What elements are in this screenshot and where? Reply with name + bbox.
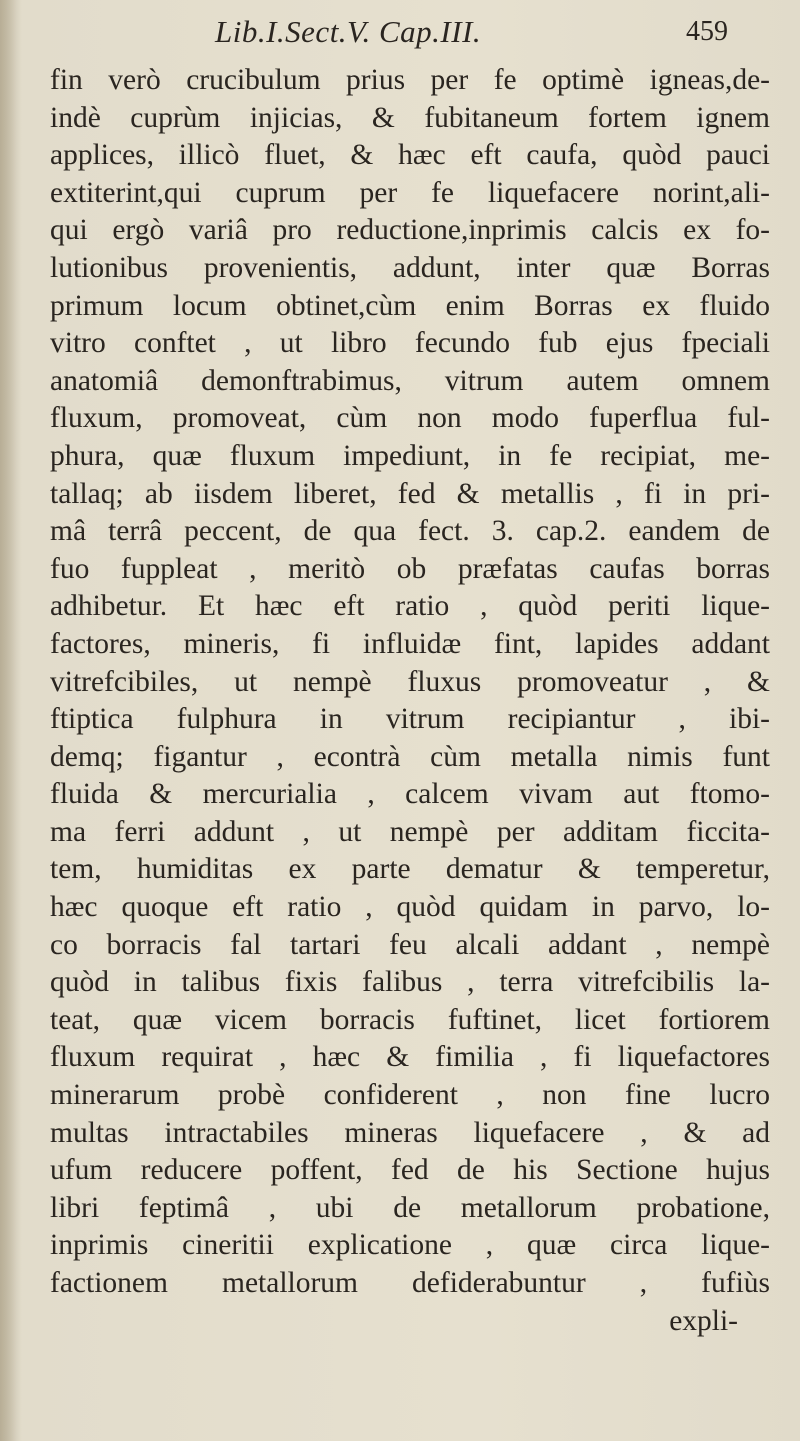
text-line: phura, quæ fluxum impediunt, in fe recipiat, me- — [50, 439, 770, 472]
text-line: fluida & mercurialia , calcem vivam aut ftomo- — [50, 778, 770, 811]
catchword: expli- — [669, 1304, 738, 1337]
text-line: ftiptica fulphura in vitrum recipiantur , ibi- — [50, 703, 770, 736]
text-line: indè cuprùm injicias, & fubitaneum fortem ignem — [50, 101, 770, 134]
text-line: demq; figantur , econtrà cùm metalla nimis funt — [50, 740, 770, 773]
running-head: Lib.I.Sect.V. Cap.III. — [215, 14, 482, 49]
text-line: factores, mineris, fi influidæ fint, lapides addant — [50, 627, 770, 660]
text-line: mâ terrâ peccent, de qua fect. 3. cap.2. eandem de — [50, 515, 770, 548]
text-line: ma ferri addunt , ut nempè per additam ficcita- — [50, 815, 770, 848]
text-line: fluxum, promoveat, cùm non modo fuperflua ful- — [50, 402, 770, 435]
text-line: hæc quoque eft ratio , quòd quidam in parvo, lo- — [50, 891, 770, 924]
text-line: vitrefcibiles, ut nempè fluxus promoveatur , & — [50, 665, 770, 698]
text-line: extiterint,qui cuprum per fe liquefacere norint,ali- — [50, 176, 770, 209]
text-line: inprimis cineritii explicatione , quæ circa lique- — [50, 1229, 770, 1262]
body-text — [50, 62, 770, 1340]
text-line: fuo fuppleat , meritò ob præfatas caufas borras — [50, 552, 770, 585]
text-line: applices, illicò fluet, & hæc eft caufa, quòd pauci — [50, 139, 770, 172]
text-line: multas intractabiles mineras liquefacere , & ad — [50, 1116, 770, 1149]
text-line: ufum reducere poffent, fed de his Sectione hujus — [50, 1154, 770, 1187]
text-line: primum locum obtinet,cùm enim Borras ex fluido — [50, 289, 770, 322]
text-line: adhibetur. Et hæc eft ratio , quòd periti lique- — [50, 590, 770, 623]
text-line: lutionibus provenientis, addunt, inter quæ Borras — [50, 251, 770, 284]
text-line: tallaq; ab iisdem liberet, fed & metallis , fi in pri- — [50, 477, 770, 510]
text-line: fluxum requirat , hæc & fimilia , fi liquefactores — [50, 1041, 770, 1074]
text-line: qui ergò variâ pro reductione,inprimis calcis ex fo- — [50, 214, 770, 247]
text-line: quòd in talibus fixis falibus , terra vitrefcibilis la- — [50, 966, 770, 999]
text-line: libri feptimâ , ubi de metallorum probatione, — [50, 1191, 770, 1224]
text-line: anatomiâ demonftrabimus, vitrum autem omnem — [50, 364, 770, 397]
text-line: factionem metallorum defiderabuntur , fufiùs — [50, 1267, 770, 1299]
gutter-shadow — [0, 0, 22, 1441]
text-line: teat, quæ vicem borracis fuftinet, licet fortiorem — [50, 1003, 770, 1036]
text-line: tem, humiditas ex parte dematur & temperetur, — [50, 853, 770, 886]
text-line: co borracis fal tartari feu alcali addant , nempè — [50, 928, 770, 961]
text-line: fin verò crucibulum prius per fe optimè igneas,de- — [50, 64, 770, 96]
text-line: vitro conftet , ut libro fecundo fub ejus fpeciali — [50, 327, 770, 360]
page-number: 459 — [686, 16, 728, 47]
text-line: minerarum probè confiderent , non fine lucro — [50, 1079, 770, 1112]
page-header — [0, 10, 800, 60]
